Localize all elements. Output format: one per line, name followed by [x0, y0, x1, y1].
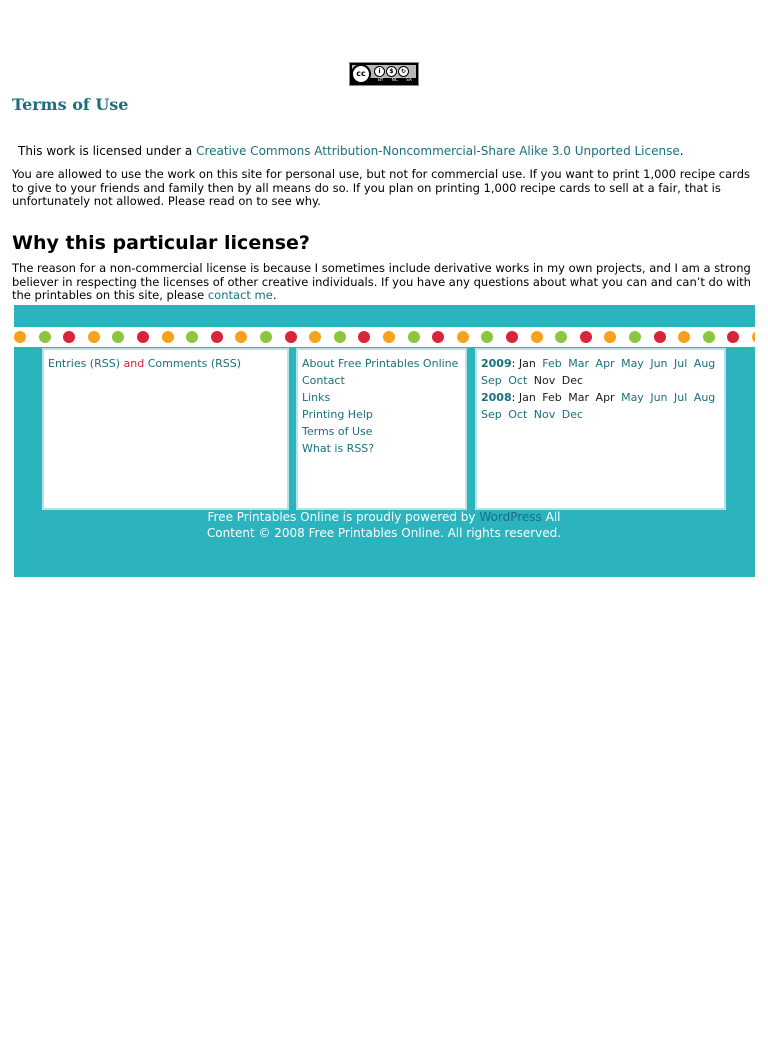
reason-paragraph — [12, 262, 752, 303]
badge-tag-nc: NC — [391, 78, 399, 83]
polka-dot — [235, 331, 247, 343]
archive-month-2008-oct[interactable]: Oct — [508, 408, 528, 421]
archive-month-2008-nov[interactable]: Nov — [533, 408, 556, 421]
page-link-about[interactable]: About Free Printables Online — [302, 357, 459, 370]
polka-dot — [678, 331, 690, 343]
pages-box — [296, 348, 467, 510]
polka-dot-border — [14, 327, 755, 347]
license-prefix: This work is licensed under a — [18, 144, 193, 158]
license-suffix: . — [679, 144, 684, 158]
wordpress-link[interactable]: WordPress — [479, 510, 542, 524]
polka-dot — [358, 331, 370, 343]
archive-month-2008-dec[interactable]: Dec — [561, 408, 584, 421]
polka-dot — [186, 331, 198, 343]
polka-dot — [604, 331, 616, 343]
archive-month-2008-feb: Feb — [542, 391, 562, 404]
polka-dot — [63, 331, 75, 343]
archive-month-2009-mar[interactable]: Mar — [568, 357, 590, 370]
polka-dot — [457, 331, 469, 343]
page-link-links[interactable]: Links — [302, 391, 331, 404]
entries-rss-link[interactable]: Entries (RSS) — [48, 357, 120, 370]
polka-dot — [112, 331, 124, 343]
archive-month-2008-jun[interactable]: Jun — [650, 391, 668, 404]
license-line — [18, 145, 758, 159]
archive-month-2009-dec: Dec — [561, 374, 584, 387]
polka-dot — [162, 331, 174, 343]
polka-dot — [334, 331, 346, 343]
archives-box — [475, 348, 726, 510]
archive-month-2008-jan: Jan — [518, 391, 536, 404]
polka-dot — [580, 331, 592, 343]
polka-dot — [285, 331, 297, 343]
polka-dot — [432, 331, 444, 343]
polka-dot — [88, 331, 100, 343]
attribution-icon: i — [374, 66, 385, 77]
feeds-box — [42, 348, 289, 510]
polka-dot — [654, 331, 666, 343]
archive-month-2009-feb[interactable]: Feb — [542, 357, 562, 370]
polka-dot — [408, 331, 420, 343]
page-link-terms[interactable]: Terms of Use — [302, 425, 373, 438]
polka-dot — [383, 331, 395, 343]
page-link-contact[interactable]: Contact — [302, 374, 345, 387]
polka-dot — [752, 331, 755, 343]
cc-logo-icon: cc — [351, 64, 371, 84]
page-link-printing-help[interactable]: Printing Help — [302, 408, 373, 421]
archive-month-2008-sep[interactable]: Sep — [481, 408, 502, 421]
archive-month-2008-may[interactable]: May — [621, 391, 644, 404]
archive-month-2009-jan: Jan — [518, 357, 536, 370]
creative-commons-badge[interactable] — [349, 62, 419, 86]
polka-dot — [211, 331, 223, 343]
page-link-what-is-rss[interactable]: What is RSS? — [302, 442, 375, 455]
and-text: and — [123, 357, 145, 370]
archive-month-2008-jul[interactable]: Jul — [674, 391, 688, 404]
archive-month-2008-mar: Mar — [568, 391, 590, 404]
archive-year-label: 2009 — [481, 357, 512, 370]
polka-dot — [309, 331, 321, 343]
polka-dot — [555, 331, 567, 343]
badge-tags — [374, 78, 416, 84]
polka-dot — [531, 331, 543, 343]
archive-month-2009-nov: Nov — [533, 374, 556, 387]
archive-month-2008-apr: Apr — [595, 391, 615, 404]
archive-month-2009-may[interactable]: May — [621, 357, 644, 370]
archive-month-2009-sep[interactable]: Sep — [481, 374, 502, 387]
polka-dot — [137, 331, 149, 343]
polka-dot — [481, 331, 493, 343]
polka-dot — [629, 331, 641, 343]
archive-year-2009: 2009: Jan Feb Mar Apr May Jun Jul Aug Sep Oct Nov Dec — [481, 357, 716, 387]
page-title: Terms of Use — [12, 95, 129, 114]
contact-me-link[interactable]: contact me — [207, 288, 273, 302]
archive-year-2008: 2008: Jan Feb Mar Apr May Jun Jul Aug Sep Oct Nov Dec — [481, 391, 716, 421]
why-license-heading: Why this particular license? — [12, 232, 310, 254]
polka-dot — [727, 331, 739, 343]
polka-dot — [703, 331, 715, 343]
archive-month-2009-apr[interactable]: Apr — [595, 357, 615, 370]
badge-tag-sa: SA — [405, 78, 413, 83]
comments-rss-link[interactable]: Comments (RSS) — [147, 357, 242, 370]
badge-tag-by: BY — [377, 78, 384, 83]
archive-month-2009-aug[interactable]: Aug — [693, 357, 716, 370]
credit-prefix: Free Printables Online is proudly powered by — [207, 510, 476, 524]
reason-text: The reason for a non-commercial license is because I sometimes include derivative works in my own projects, and I am a strong believer in respecting the licenses of other creative individuals. If you have any questions about what you can and can’t do with the printables on this site, please — [12, 261, 751, 302]
footer-credit — [199, 509, 569, 541]
archive-month-2009-jul[interactable]: Jul — [674, 357, 688, 370]
archive-month-2008-aug[interactable]: Aug — [693, 391, 716, 404]
archive-month-2009-oct[interactable]: Oct — [508, 374, 528, 387]
noncommercial-icon: $ — [386, 66, 397, 77]
archive-year-label: 2008 — [481, 391, 512, 404]
reason-suffix: . — [272, 288, 277, 302]
polka-dot — [14, 331, 26, 343]
allowed-use-paragraph: You are allowed to use the work on this site for personal use, but not for commercial use. If you want to print 1,000 recipe cards to give to your friends and family then by all means do so. If you plan on printing 1,000 recipe cards to sell at a fair, that is unfortunately not allowed. Please read on to see why. — [12, 167, 750, 208]
polka-dot — [260, 331, 272, 343]
polka-dot — [506, 331, 518, 343]
share-alike-icon: ↻ — [398, 66, 409, 77]
archive-month-2009-jun[interactable]: Jun — [650, 357, 668, 370]
footer — [14, 305, 755, 577]
credit-suffix: All Content © 2008 Free Printables Online. All rights reserved. — [206, 510, 562, 540]
polka-dot — [39, 331, 51, 343]
license-link[interactable]: Creative Commons Attribution-Noncommercial-Share Alike 3.0 Unported License — [196, 144, 680, 158]
